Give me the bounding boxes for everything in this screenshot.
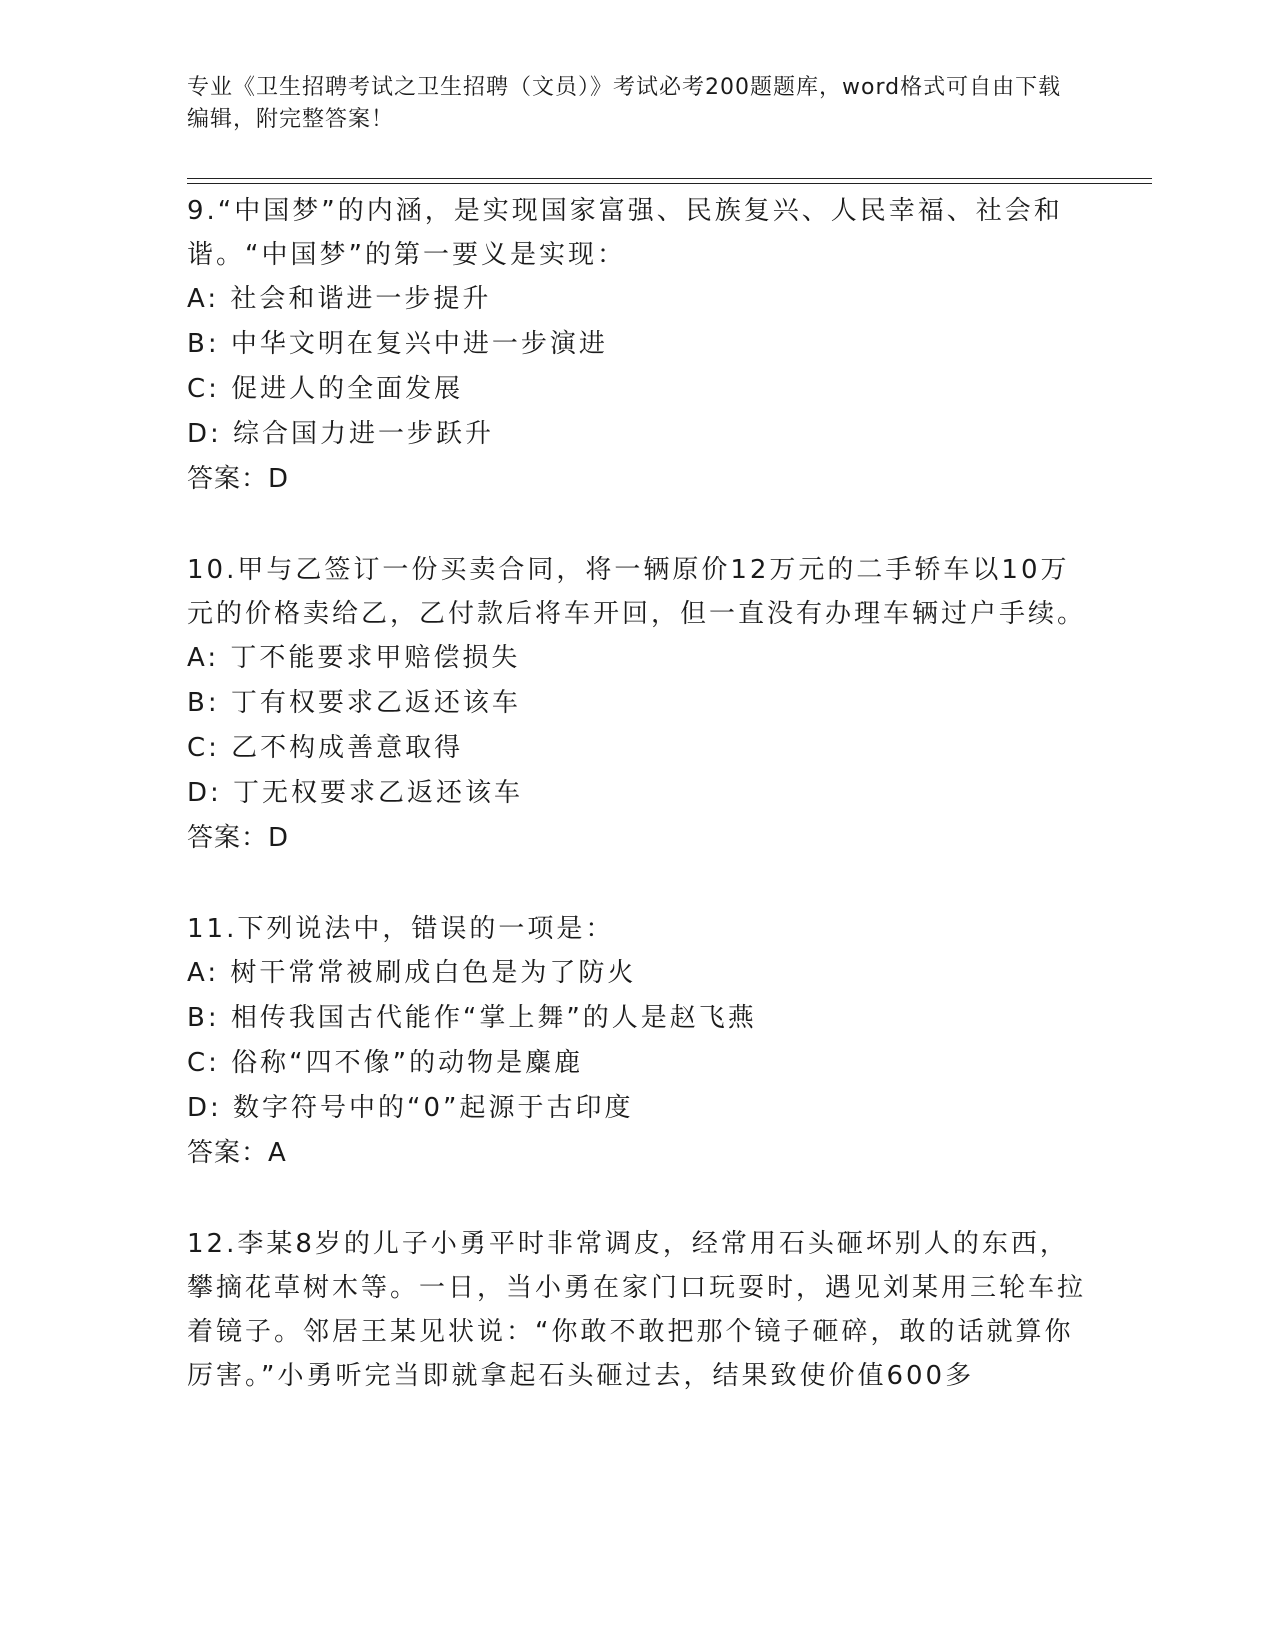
option-a: A: 社会和谐进一步提升: [187, 284, 492, 314]
option-c: C: 促进人的全面发展: [187, 374, 464, 404]
header-rule-top: [187, 178, 1152, 179]
question-list: [187, 189, 1087, 1398]
document-header: 专业《卫生招聘考试之卫生招聘（文员）》考试必考200题题库，word格式可自由下载编辑，附完整答案！: [187, 75, 1062, 132]
question-stem: 10.甲与乙签订一份买卖合同，将一辆原价12万元的二手轿车以10万元的价格卖给乙，乙付款后将车开回，但一直没有办理车辆过户手续。: [187, 555, 1087, 629]
question-stem: 12.李某8岁的儿子小勇平时非常调皮，经常用石头砸坏别人的东西，攀摘花草树木等。一日，当小勇在家门口玩耍时，遇见刘某用三轮车拉着镜子。邻居王某见状说：“你敢不敢把那个镜子砸碎，敢的话就算你厉害。”小勇听完当即就拿起石头砸过去，结果致使价值600多: [187, 1229, 1087, 1391]
option-c: C: 俗称“四不像”的动物是麋鹿: [187, 1048, 584, 1078]
answer-label: 答案：A: [187, 1138, 287, 1168]
answer-label: 答案：D: [187, 823, 290, 853]
question-9: [187, 189, 1087, 502]
option-d: D: 综合国力进一步跃升: [187, 419, 495, 449]
option-d: D: 数字符号中的“0”起源于古印度: [187, 1093, 634, 1123]
option-c: C: 乙不构成善意取得: [187, 733, 464, 763]
header-rule-bottom: [187, 183, 1152, 184]
option-a: A: 树干常常被刷成白色是为了防火: [187, 958, 637, 988]
answer-label: 答案：D: [187, 464, 290, 494]
question-stem: 9.“中国梦”的内涵，是实现国家富强、民族复兴、人民幸福、社会和谐。“中国梦”的第一要义是实现：: [187, 196, 1063, 270]
question-10: [187, 548, 1087, 861]
option-b: B: 中华文明在复兴中进一步演进: [187, 329, 608, 359]
option-b: B: 相传我国古代能作“掌上舞”的人是赵飞燕: [187, 1003, 757, 1033]
option-b: B: 丁有权要求乙返还该车: [187, 688, 521, 718]
question-11: [187, 907, 1087, 1176]
option-a: A: 丁不能要求甲赔偿损失: [187, 643, 521, 673]
question-stem: 11.下列说法中，错误的一项是：: [187, 914, 615, 944]
question-12: [187, 1222, 1087, 1398]
option-d: D: 丁无权要求乙返还该车: [187, 778, 524, 808]
